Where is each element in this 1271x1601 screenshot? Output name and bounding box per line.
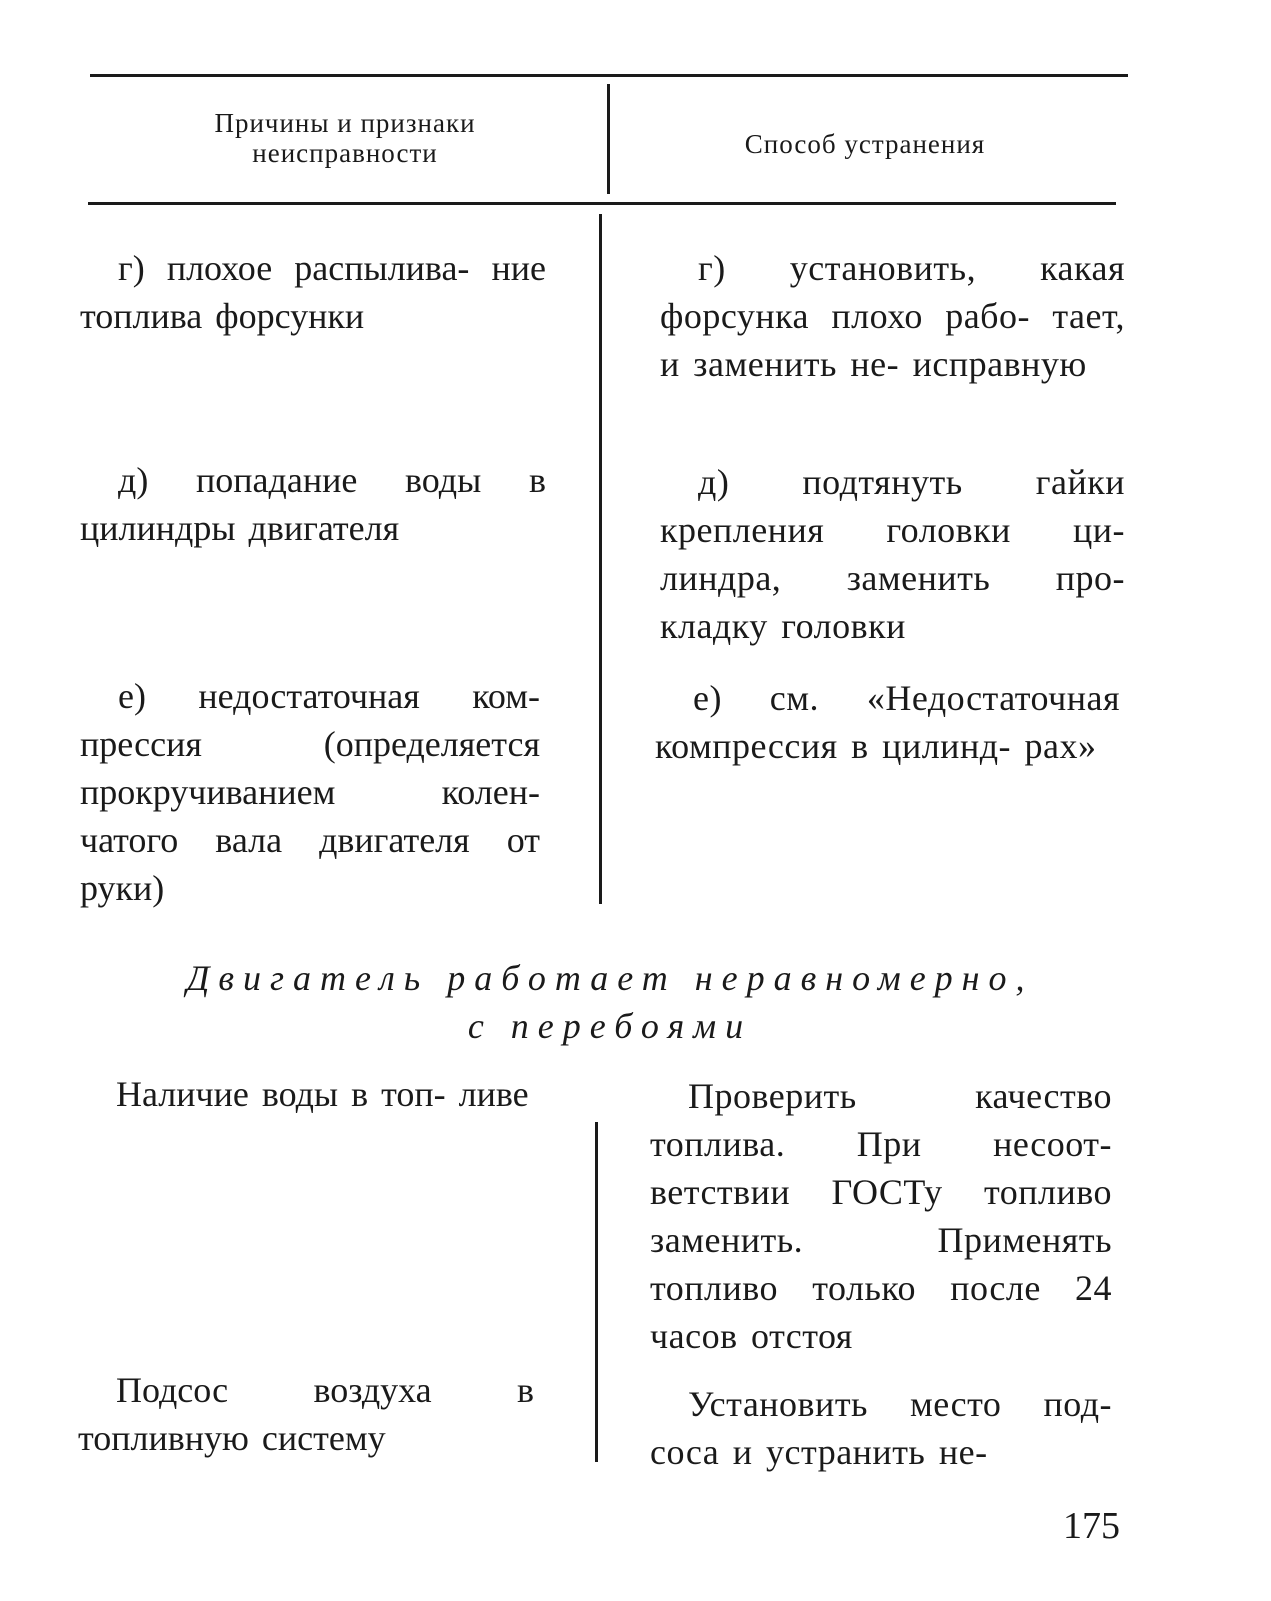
remedy-g: г) установить, какая форсунка плохо рабо- тает, и заменить не- исправную [660, 248, 1125, 384]
cause-g: г) плохое распылива- ние топлива форсунки [80, 248, 546, 336]
remedy-air: Установить место под- соса и устранить не- [650, 1384, 1112, 1472]
header-bottom-rule [88, 202, 1116, 205]
header-remedy: Способ устранения [744, 129, 986, 159]
remedy-d: д) подтянуть гайки крепления головки ци- линдра, заменить про- кладку головки [660, 462, 1125, 646]
body-divider-lower [595, 1122, 598, 1462]
header-top-rule [90, 74, 1128, 77]
header-divider [607, 84, 610, 194]
body-divider-upper [599, 214, 602, 904]
remedy-water: Проверить качество топлива. При несоот- ветствии ГОСТу топливо заменить. Применять топливо только после 24 часов отстоя [650, 1076, 1112, 1356]
header-causes: Причины и признаки неисправности [214, 108, 476, 168]
cause-water: Наличие воды в топ- ливе [116, 1074, 529, 1114]
cause-d: д) попадание воды в цилиндры двигателя [80, 460, 546, 548]
section-title-line2: с перебоями [467, 1006, 753, 1046]
remedy-e: е) см. «Недостаточная компрессия в цилинд- рах» [655, 678, 1120, 766]
page-number: 175 [1063, 1505, 1120, 1547]
section-title-line1: Двигатель работает неравномерно, [186, 958, 1034, 998]
cause-e: е) недостаточная ком- прессия (определяется прокручиванием колен- чатого вала двигателя от руки) [80, 676, 540, 908]
cause-air: Подсос воздуха в топливную систему [78, 1370, 534, 1458]
